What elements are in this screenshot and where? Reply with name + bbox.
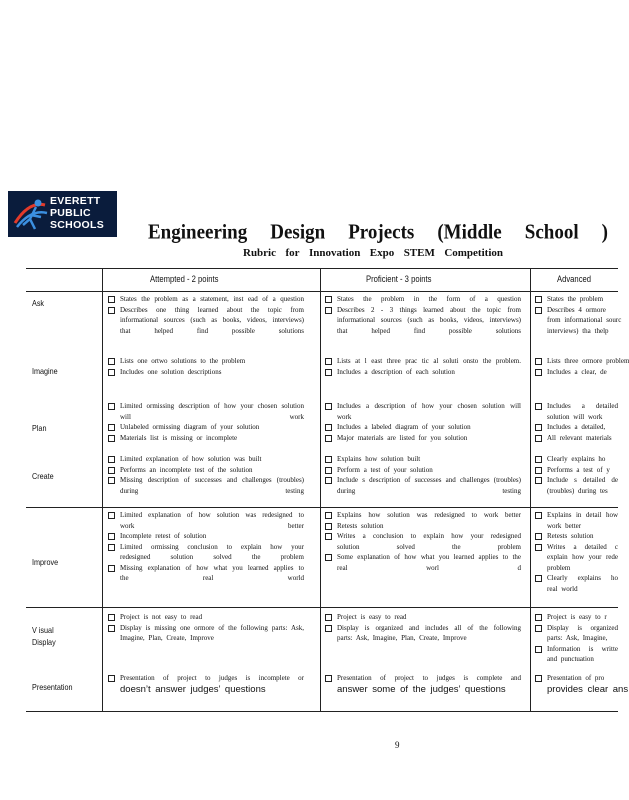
title-word: Projects	[348, 220, 415, 244]
cell-improve-proficient	[325, 510, 521, 573]
cell-ask-proficient	[325, 294, 521, 336]
criterion: Includes a labeled diagram of your solution	[325, 422, 521, 433]
row-label-ask: Ask	[32, 298, 45, 308]
criterion: Missing explanation of how what you learned applies to the real world	[108, 563, 304, 584]
row-divider	[26, 711, 618, 712]
district-logo	[8, 191, 117, 237]
criterion: Display is organized and includes all of the following parts: Ask, Imagine, Plan, Create, Improve	[325, 623, 521, 644]
cell-ask-attempted	[108, 294, 304, 336]
criterion: Lists one ortwo solutions to the problem	[108, 356, 304, 367]
criterion-continued: interviews) tha thelp	[547, 326, 609, 335]
criterion: Include s detailed de (troubles) during tes	[535, 475, 618, 496]
title-word: Engineering	[148, 220, 248, 244]
criterion: Performs a test of y	[535, 465, 618, 476]
criterion: Clearly explains ho real world	[535, 573, 618, 594]
cell-visual-proficient	[325, 612, 521, 644]
cell-create-advanced	[535, 454, 618, 496]
cell-presentation-advanced	[535, 673, 629, 695]
column-divider	[530, 268, 531, 712]
criterion: Limited explanation of how solution was redesigned to work better	[108, 510, 304, 531]
criterion: Describes 4 ormore	[535, 305, 618, 316]
column-divider	[102, 268, 103, 712]
criterion: Presentation of pro	[535, 673, 618, 684]
criterion: Writes a conclusion to explain how your redesigned solution solved the problem	[325, 531, 521, 552]
title-word: (Middle	[437, 220, 502, 244]
criterion: Performs an incomplete test of the solution	[108, 465, 304, 476]
header-advanced: Advanced	[557, 274, 592, 284]
logo-figure-icon	[11, 195, 49, 233]
cell-create-proficient	[325, 454, 521, 496]
header-attempted: Attempted - 2 points	[150, 274, 219, 284]
row-divider	[26, 268, 618, 269]
cell-ask-advanced	[535, 294, 622, 336]
cell-plan-attempted	[108, 401, 304, 443]
row-label-visual-display: V isual Display	[32, 625, 56, 647]
row-label-create: Create	[32, 471, 54, 481]
title-word: Design	[270, 220, 326, 244]
criterion-continued: provides clear ans	[547, 683, 629, 695]
criterion: States the problem	[535, 294, 618, 305]
criterion: Retests solution	[535, 531, 618, 542]
criterion: Display is missing one ormore of the following parts: Ask, Imagine, Plan, Create, Improve	[108, 623, 304, 644]
criterion: Presentation of project to judges is complete and	[325, 673, 521, 684]
criterion: Includes a detailed solution will work	[535, 401, 618, 422]
criterion-continued: answer some of the judges’ questions	[337, 683, 506, 695]
criterion: Writes a detailed c explain how your rede problem	[535, 542, 618, 574]
criterion: Explains how solution was redesigned to work better	[325, 510, 521, 521]
cell-improve-attempted	[108, 510, 304, 584]
criterion: Includes a detailed,	[535, 422, 618, 433]
subtitle-word: Expo	[369, 247, 395, 259]
row-divider	[26, 291, 618, 292]
criterion: Incomplete retest of solution	[108, 531, 304, 542]
criterion: Display is organized parts: Ask, Imagine,	[535, 623, 618, 644]
cell-plan-advanced	[535, 401, 618, 443]
cell-improve-advanced	[535, 510, 618, 594]
title-word: )	[601, 220, 608, 244]
cell-imagine-advanced	[535, 356, 629, 377]
cell-plan-proficient	[325, 401, 521, 443]
criterion: States the problem as a statement, inst ead of a question	[108, 294, 304, 305]
criterion: Lists at l east three prac tic al soluti onsto the problem.	[325, 356, 521, 367]
column-divider	[320, 268, 321, 712]
criterion: Clearly explains ho	[535, 454, 618, 465]
criterion: Presentation of project to judges is incomplete or	[108, 673, 304, 684]
criterion: Project is easy to r	[535, 612, 618, 623]
criterion: Includes a description of each solution	[325, 367, 521, 378]
criterion: Limited ormissing conclusion to explain how your redesigned solution solved the problem	[108, 542, 304, 563]
subtitle-word: STEM	[403, 247, 435, 259]
criterion: Information is writte and punctuation	[535, 644, 618, 665]
criterion: Include s description of successes and challenges (troubles) during testing	[325, 475, 521, 496]
logo-text-2: PUBLIC	[50, 207, 91, 219]
criterion: Includes a description of how your chosen solution will work	[325, 401, 521, 422]
cell-presentation-attempted	[108, 673, 304, 695]
criterion: Includes a clear, de	[535, 367, 618, 378]
page-number: 9	[395, 740, 400, 750]
row-divider	[26, 507, 618, 508]
subtitle-word: Rubric	[243, 247, 276, 259]
criterion: Describes one thing learned about the topic from informational sources (such as books, videos, interviews) that helped find possible solutions	[108, 305, 304, 337]
criterion: Limited explanation of how solution was built	[108, 454, 304, 465]
criterion: States the problem in the form of a question	[325, 294, 521, 305]
cell-imagine-proficient	[325, 356, 521, 377]
criterion: Limited ormissing description of how your chosen solution will work	[108, 401, 304, 422]
criterion: Materials list is missing or incomplete	[108, 433, 304, 444]
cell-presentation-proficient	[325, 673, 521, 695]
criterion: Explains how solution built	[325, 454, 521, 465]
page-title	[148, 221, 608, 245]
criterion: Includes one solution descriptions	[108, 367, 304, 378]
criterion-continued: from informational sourc	[547, 316, 622, 324]
cell-imagine-attempted	[108, 356, 304, 377]
subtitle-word: Competition	[444, 247, 503, 259]
logo-text-3: SCHOOLS	[50, 219, 105, 231]
row-label-imagine: Imagine	[32, 366, 58, 376]
criterion: Some explanation of how what you learned applies to the real worl d	[325, 552, 521, 573]
cell-visual-advanced	[535, 612, 618, 665]
subtitle-word: Innovation	[308, 247, 361, 259]
page-subtitle	[243, 247, 503, 259]
criterion: Perform a test of your solution	[325, 465, 521, 476]
criterion: Project is easy to read	[325, 612, 521, 623]
header-proficient: Proficient - 3 points	[366, 274, 432, 284]
criterion: Unlabeled ormissing diagram of your solution	[108, 422, 304, 433]
criterion: Retests solution	[325, 521, 521, 532]
row-label-presentation: Presentation	[32, 682, 73, 692]
logo-text-1: EVERETT	[50, 195, 101, 207]
criterion: Major materials are listed for you solution	[325, 433, 521, 444]
criterion: Missing description of successes and challenges (troubles) during testing	[108, 475, 304, 496]
criterion: All relevant materials	[535, 433, 618, 444]
criterion: Explains in detail how work better	[535, 510, 618, 531]
cell-create-attempted	[108, 454, 304, 496]
criterion: Project is not easy to read	[108, 612, 304, 623]
criterion: Lists three ormore problem	[535, 356, 618, 367]
row-label-plan: Plan	[32, 423, 47, 433]
row-divider	[26, 607, 618, 608]
subtitle-word: for	[285, 247, 300, 259]
cell-visual-attempted	[108, 612, 304, 644]
row-label-improve: Improve	[32, 557, 59, 567]
criterion: Describes 2 - 3 things learned about the topic from informational sources (such as books, videos, interviews) that helped find possible solutions	[325, 305, 521, 337]
rubric-table	[26, 268, 629, 712]
criterion-continued: doesn’t answer judges’ questions	[120, 683, 266, 695]
title-word: School	[524, 220, 579, 244]
